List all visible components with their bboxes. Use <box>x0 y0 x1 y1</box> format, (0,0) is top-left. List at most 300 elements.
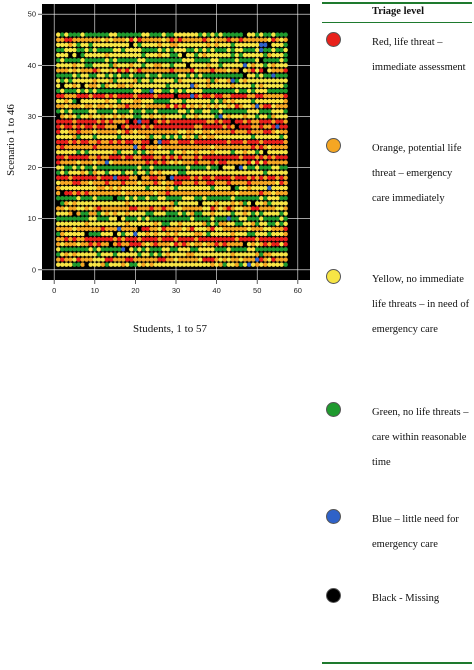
dot-yellow <box>222 252 226 256</box>
dot-yellow <box>182 32 186 36</box>
dot-green <box>174 89 178 93</box>
dot-yellow <box>243 104 247 108</box>
dot-yellow <box>279 53 283 57</box>
dot-yellow <box>129 247 133 251</box>
dot-red <box>178 140 182 144</box>
dot-green <box>247 165 251 169</box>
dot-green <box>267 32 271 36</box>
dot-yellow <box>101 222 105 226</box>
dot-yellow <box>72 186 76 190</box>
dot-yellow <box>247 247 251 251</box>
dot-green <box>145 186 149 190</box>
dot-green <box>170 135 174 139</box>
dot-yellow <box>263 99 267 103</box>
dot-yellow <box>137 53 141 57</box>
dot-yellow <box>283 252 287 256</box>
dot-orange <box>113 38 117 42</box>
dot-black <box>198 201 202 205</box>
dot-orange <box>109 186 113 190</box>
dot-orange <box>113 94 117 98</box>
dot-yellow <box>158 227 162 231</box>
dot-red <box>231 94 235 98</box>
dot-orange <box>178 68 182 72</box>
dot-red <box>186 94 190 98</box>
dot-orange <box>210 211 214 215</box>
dot-red <box>243 155 247 159</box>
dot-green <box>84 165 88 169</box>
dot-green <box>145 58 149 62</box>
dot-yellow <box>60 186 64 190</box>
dot-orange <box>145 135 149 139</box>
dot-orange <box>109 124 113 128</box>
dot-yellow <box>166 150 170 154</box>
dot-yellow <box>283 201 287 205</box>
dot-yellow <box>235 232 239 236</box>
dot-yellow <box>162 247 166 251</box>
dot-yellow <box>271 53 275 57</box>
dot-yellow <box>243 99 247 103</box>
dot-orange <box>137 237 141 241</box>
dot-orange <box>239 181 243 185</box>
dot-green <box>174 53 178 57</box>
dot-yellow <box>125 84 129 88</box>
dot-yellow <box>158 48 162 52</box>
dot-yellow <box>190 170 194 174</box>
dot-orange <box>255 155 259 159</box>
dot-yellow <box>247 32 251 36</box>
dot-yellow <box>239 150 243 154</box>
dot-orange <box>235 145 239 149</box>
dot-yellow <box>113 43 117 47</box>
dot-yellow <box>80 99 84 103</box>
dot-green <box>174 165 178 169</box>
dot-orange <box>129 63 133 67</box>
dot-blue <box>259 43 263 47</box>
dot-green <box>194 165 198 169</box>
dot-green <box>214 73 218 77</box>
dot-green <box>227 32 231 36</box>
dot-green <box>141 165 145 169</box>
dot-yellow <box>93 89 97 93</box>
dot-yellow <box>259 170 263 174</box>
dot-yellow <box>60 63 64 67</box>
dot-green <box>214 32 218 36</box>
dot-orange <box>182 160 186 164</box>
dot-orange <box>56 68 60 72</box>
dot-yellow <box>129 222 133 226</box>
dot-orange <box>190 257 194 261</box>
dot-red <box>243 176 247 180</box>
dot-green <box>202 58 206 62</box>
dot-red <box>198 237 202 241</box>
dot-orange <box>283 140 287 144</box>
dot-yellow <box>202 196 206 200</box>
dot-yellow <box>218 211 222 215</box>
dot-orange <box>72 191 76 195</box>
dot-yellow <box>84 53 88 57</box>
dot-red <box>117 155 121 159</box>
dot-green <box>145 89 149 93</box>
dot-yellow <box>153 262 157 266</box>
dot-green <box>64 170 68 174</box>
dot-orange <box>251 181 255 185</box>
dot-orange <box>186 257 190 261</box>
dot-green <box>117 32 121 36</box>
dot-yellow <box>174 150 178 154</box>
dot-yellow <box>210 104 214 108</box>
dot-orange <box>214 38 218 42</box>
dot-yellow <box>166 247 170 251</box>
dot-yellow <box>194 78 198 82</box>
dot-black <box>60 84 64 88</box>
dot-red <box>178 176 182 180</box>
dot-yellow <box>267 257 271 261</box>
dot-red <box>247 237 251 241</box>
dot-yellow <box>93 104 97 108</box>
dot-green <box>56 170 60 174</box>
dot-orange <box>137 257 141 261</box>
dot-yellow <box>222 150 226 154</box>
dot-green <box>210 186 214 190</box>
dot-red <box>129 242 133 246</box>
dot-orange <box>283 119 287 123</box>
dot-red <box>255 140 259 144</box>
dot-orange <box>271 160 275 164</box>
dot-red <box>153 119 157 123</box>
dot-blue <box>227 216 231 220</box>
dot-red <box>247 181 251 185</box>
dot-green <box>271 247 275 251</box>
dot-red <box>64 38 68 42</box>
dot-yellow <box>88 216 92 220</box>
dot-orange <box>166 130 170 134</box>
dot-orange <box>214 181 218 185</box>
dot-green <box>279 48 283 52</box>
dot-orange <box>68 94 72 98</box>
dot-red <box>210 160 214 164</box>
dot-orange <box>214 160 218 164</box>
dot-orange <box>275 191 279 195</box>
dot-orange <box>117 104 121 108</box>
dot-orange <box>137 99 141 103</box>
dot-red <box>259 191 263 195</box>
dot-orange <box>88 114 92 118</box>
dot-green <box>97 48 101 52</box>
dot-yellow <box>113 32 117 36</box>
dot-orange <box>166 186 170 190</box>
dot-red <box>141 145 145 149</box>
dot-orange <box>80 237 84 241</box>
dot-red <box>263 242 267 246</box>
dot-green <box>231 150 235 154</box>
dot-red <box>105 257 109 261</box>
dot-red <box>247 119 251 123</box>
dot-yellow <box>231 114 235 118</box>
dot-yellow <box>239 257 243 261</box>
dot-red <box>145 94 149 98</box>
dot-green <box>239 262 243 266</box>
dot-red <box>166 104 170 108</box>
dot-orange <box>275 94 279 98</box>
dot-orange <box>235 38 239 42</box>
dot-yellow <box>182 227 186 231</box>
dot-green <box>267 73 271 77</box>
triage-legend <box>322 0 474 670</box>
dot-orange <box>255 262 259 266</box>
dot-red <box>210 227 214 231</box>
dot-red <box>101 124 105 128</box>
dot-orange <box>84 206 88 210</box>
dot-yellow <box>64 63 68 67</box>
dot-yellow <box>263 114 267 118</box>
dot-orange <box>239 191 243 195</box>
dot-orange <box>93 181 97 185</box>
dot-red <box>235 155 239 159</box>
dot-green <box>283 32 287 36</box>
dot-red <box>202 257 206 261</box>
dot-orange <box>153 104 157 108</box>
dot-yellow <box>105 114 109 118</box>
dot-green <box>121 73 125 77</box>
dot-green <box>88 165 92 169</box>
dot-orange <box>56 104 60 108</box>
dot-orange <box>166 68 170 72</box>
dot-yellow <box>166 170 170 174</box>
dot-yellow <box>105 150 109 154</box>
dot-green <box>101 58 105 62</box>
dot-orange <box>251 38 255 42</box>
dot-yellow <box>64 135 68 139</box>
dot-orange <box>113 242 117 246</box>
dot-red <box>218 155 222 159</box>
dot-yellow <box>141 222 145 226</box>
dot-yellow <box>137 89 141 93</box>
dot-green <box>235 222 239 226</box>
dot-green <box>149 109 153 113</box>
dot-yellow <box>149 232 153 236</box>
dot-red <box>56 124 60 128</box>
dot-yellow <box>174 252 178 256</box>
dot-orange <box>222 227 226 231</box>
dot-orange <box>182 257 186 261</box>
dot-yellow <box>56 135 60 139</box>
dot-yellow <box>133 211 137 215</box>
dot-yellow <box>158 201 162 205</box>
dot-yellow <box>93 130 97 134</box>
dot-green <box>279 73 283 77</box>
dot-green <box>190 247 194 251</box>
dot-green <box>97 89 101 93</box>
dot-yellow <box>145 78 149 82</box>
dot-green <box>239 247 243 251</box>
dot-yellow <box>153 89 157 93</box>
dot-yellow <box>117 201 121 205</box>
dot-orange <box>76 145 80 149</box>
dot-green <box>76 109 80 113</box>
dot-orange <box>194 145 198 149</box>
dot-orange <box>198 135 202 139</box>
dot-yellow <box>235 58 239 62</box>
dot-orange <box>158 176 162 180</box>
dot-red <box>101 94 105 98</box>
dot-yellow <box>153 150 157 154</box>
dot-red <box>202 176 206 180</box>
dot-yellow <box>275 262 279 266</box>
dot-yellow <box>56 222 60 226</box>
dot-yellow <box>210 247 214 251</box>
dot-orange <box>145 191 149 195</box>
dot-yellow <box>227 150 231 154</box>
dot-yellow <box>214 84 218 88</box>
dot-orange <box>283 232 287 236</box>
dot-orange <box>80 262 84 266</box>
dot-red <box>133 237 137 241</box>
dot-orange <box>137 104 141 108</box>
dot-red <box>101 227 105 231</box>
dot-green <box>178 135 182 139</box>
dot-orange <box>202 191 206 195</box>
dot-orange <box>206 227 210 231</box>
dot-green <box>125 32 129 36</box>
dot-orange <box>194 232 198 236</box>
dot-orange <box>279 160 283 164</box>
dot-yellow <box>97 135 101 139</box>
dot-orange <box>214 257 218 261</box>
dot-orange <box>283 104 287 108</box>
dot-orange <box>186 155 190 159</box>
dot-yellow <box>251 109 255 113</box>
dot-yellow <box>267 78 271 82</box>
dot-yellow <box>145 43 149 47</box>
dot-orange <box>153 140 157 144</box>
dot-yellow <box>101 135 105 139</box>
dot-yellow <box>56 262 60 266</box>
dot-orange <box>68 176 72 180</box>
dot-red <box>218 237 222 241</box>
dot-green <box>125 165 129 169</box>
dot-red <box>210 68 214 72</box>
dot-green <box>166 216 170 220</box>
dot-yellow <box>109 84 113 88</box>
dot-yellow <box>101 252 105 256</box>
dot-yellow <box>182 130 186 134</box>
dot-blue <box>271 73 275 77</box>
dot-yellow <box>198 222 202 226</box>
dot-red <box>259 155 263 159</box>
dot-yellow <box>174 84 178 88</box>
dot-yellow <box>178 160 182 164</box>
dot-yellow <box>153 191 157 195</box>
dot-yellow <box>141 135 145 139</box>
dot-green <box>93 247 97 251</box>
dot-yellow <box>80 201 84 205</box>
dot-yellow <box>162 262 166 266</box>
dot-orange <box>158 191 162 195</box>
dot-orange <box>113 150 117 154</box>
dot-blue <box>170 176 174 180</box>
dot-orange <box>153 232 157 236</box>
dot-yellow <box>275 43 279 47</box>
dot-yellow <box>162 232 166 236</box>
dot-green <box>210 78 214 82</box>
dot-yellow <box>84 78 88 82</box>
dot-red <box>158 94 162 98</box>
dot-red <box>158 124 162 128</box>
dot-green <box>267 58 271 62</box>
dot-red <box>76 94 80 98</box>
dot-red <box>206 176 210 180</box>
dot-red <box>255 94 259 98</box>
dot-green <box>117 89 121 93</box>
dot-yellow <box>235 63 239 67</box>
dot-orange <box>178 145 182 149</box>
dot-green <box>275 48 279 52</box>
dot-orange <box>251 119 255 123</box>
dot-orange <box>93 78 97 82</box>
dot-yellow <box>178 32 182 36</box>
dot-blue <box>190 94 194 98</box>
dot-orange <box>231 99 235 103</box>
dot-yellow <box>182 186 186 190</box>
dot-orange <box>279 94 283 98</box>
dot-yellow <box>267 145 271 149</box>
dot-green <box>206 222 210 226</box>
dot-red <box>247 160 251 164</box>
dot-orange <box>239 104 243 108</box>
dot-red <box>178 38 182 42</box>
dot-orange <box>105 130 109 134</box>
dot-yellow <box>72 170 76 174</box>
dot-green <box>263 216 267 220</box>
dot-green <box>283 247 287 251</box>
dot-yellow <box>68 109 72 113</box>
dot-green <box>182 165 186 169</box>
dot-red <box>145 227 149 231</box>
dot-green <box>239 109 243 113</box>
dot-orange <box>194 257 198 261</box>
dot-orange <box>247 68 251 72</box>
dot-red <box>178 155 182 159</box>
dot-orange <box>109 181 113 185</box>
dot-yellow <box>109 73 113 77</box>
dot-green <box>243 109 247 113</box>
dot-green <box>206 48 210 52</box>
dot-orange <box>198 38 202 42</box>
dot-yellow <box>210 216 214 220</box>
dot-orange <box>84 257 88 261</box>
dot-orange <box>178 104 182 108</box>
dot-green <box>222 216 226 220</box>
dot-yellow <box>271 43 275 47</box>
dot-yellow <box>259 196 263 200</box>
dot-yellow <box>80 165 84 169</box>
dot-red <box>182 104 186 108</box>
dot-orange <box>198 124 202 128</box>
dot-red <box>60 145 64 149</box>
dot-yellow <box>117 48 121 52</box>
dot-orange <box>72 242 76 246</box>
dot-yellow <box>141 114 145 118</box>
dot-green <box>72 109 76 113</box>
dot-red <box>129 257 133 261</box>
dot-orange <box>243 150 247 154</box>
dot-orange <box>210 262 214 266</box>
dot-red <box>174 242 178 246</box>
dot-yellow <box>227 99 231 103</box>
dot-yellow <box>247 150 251 154</box>
dot-orange <box>93 38 97 42</box>
dot-orange <box>214 206 218 210</box>
